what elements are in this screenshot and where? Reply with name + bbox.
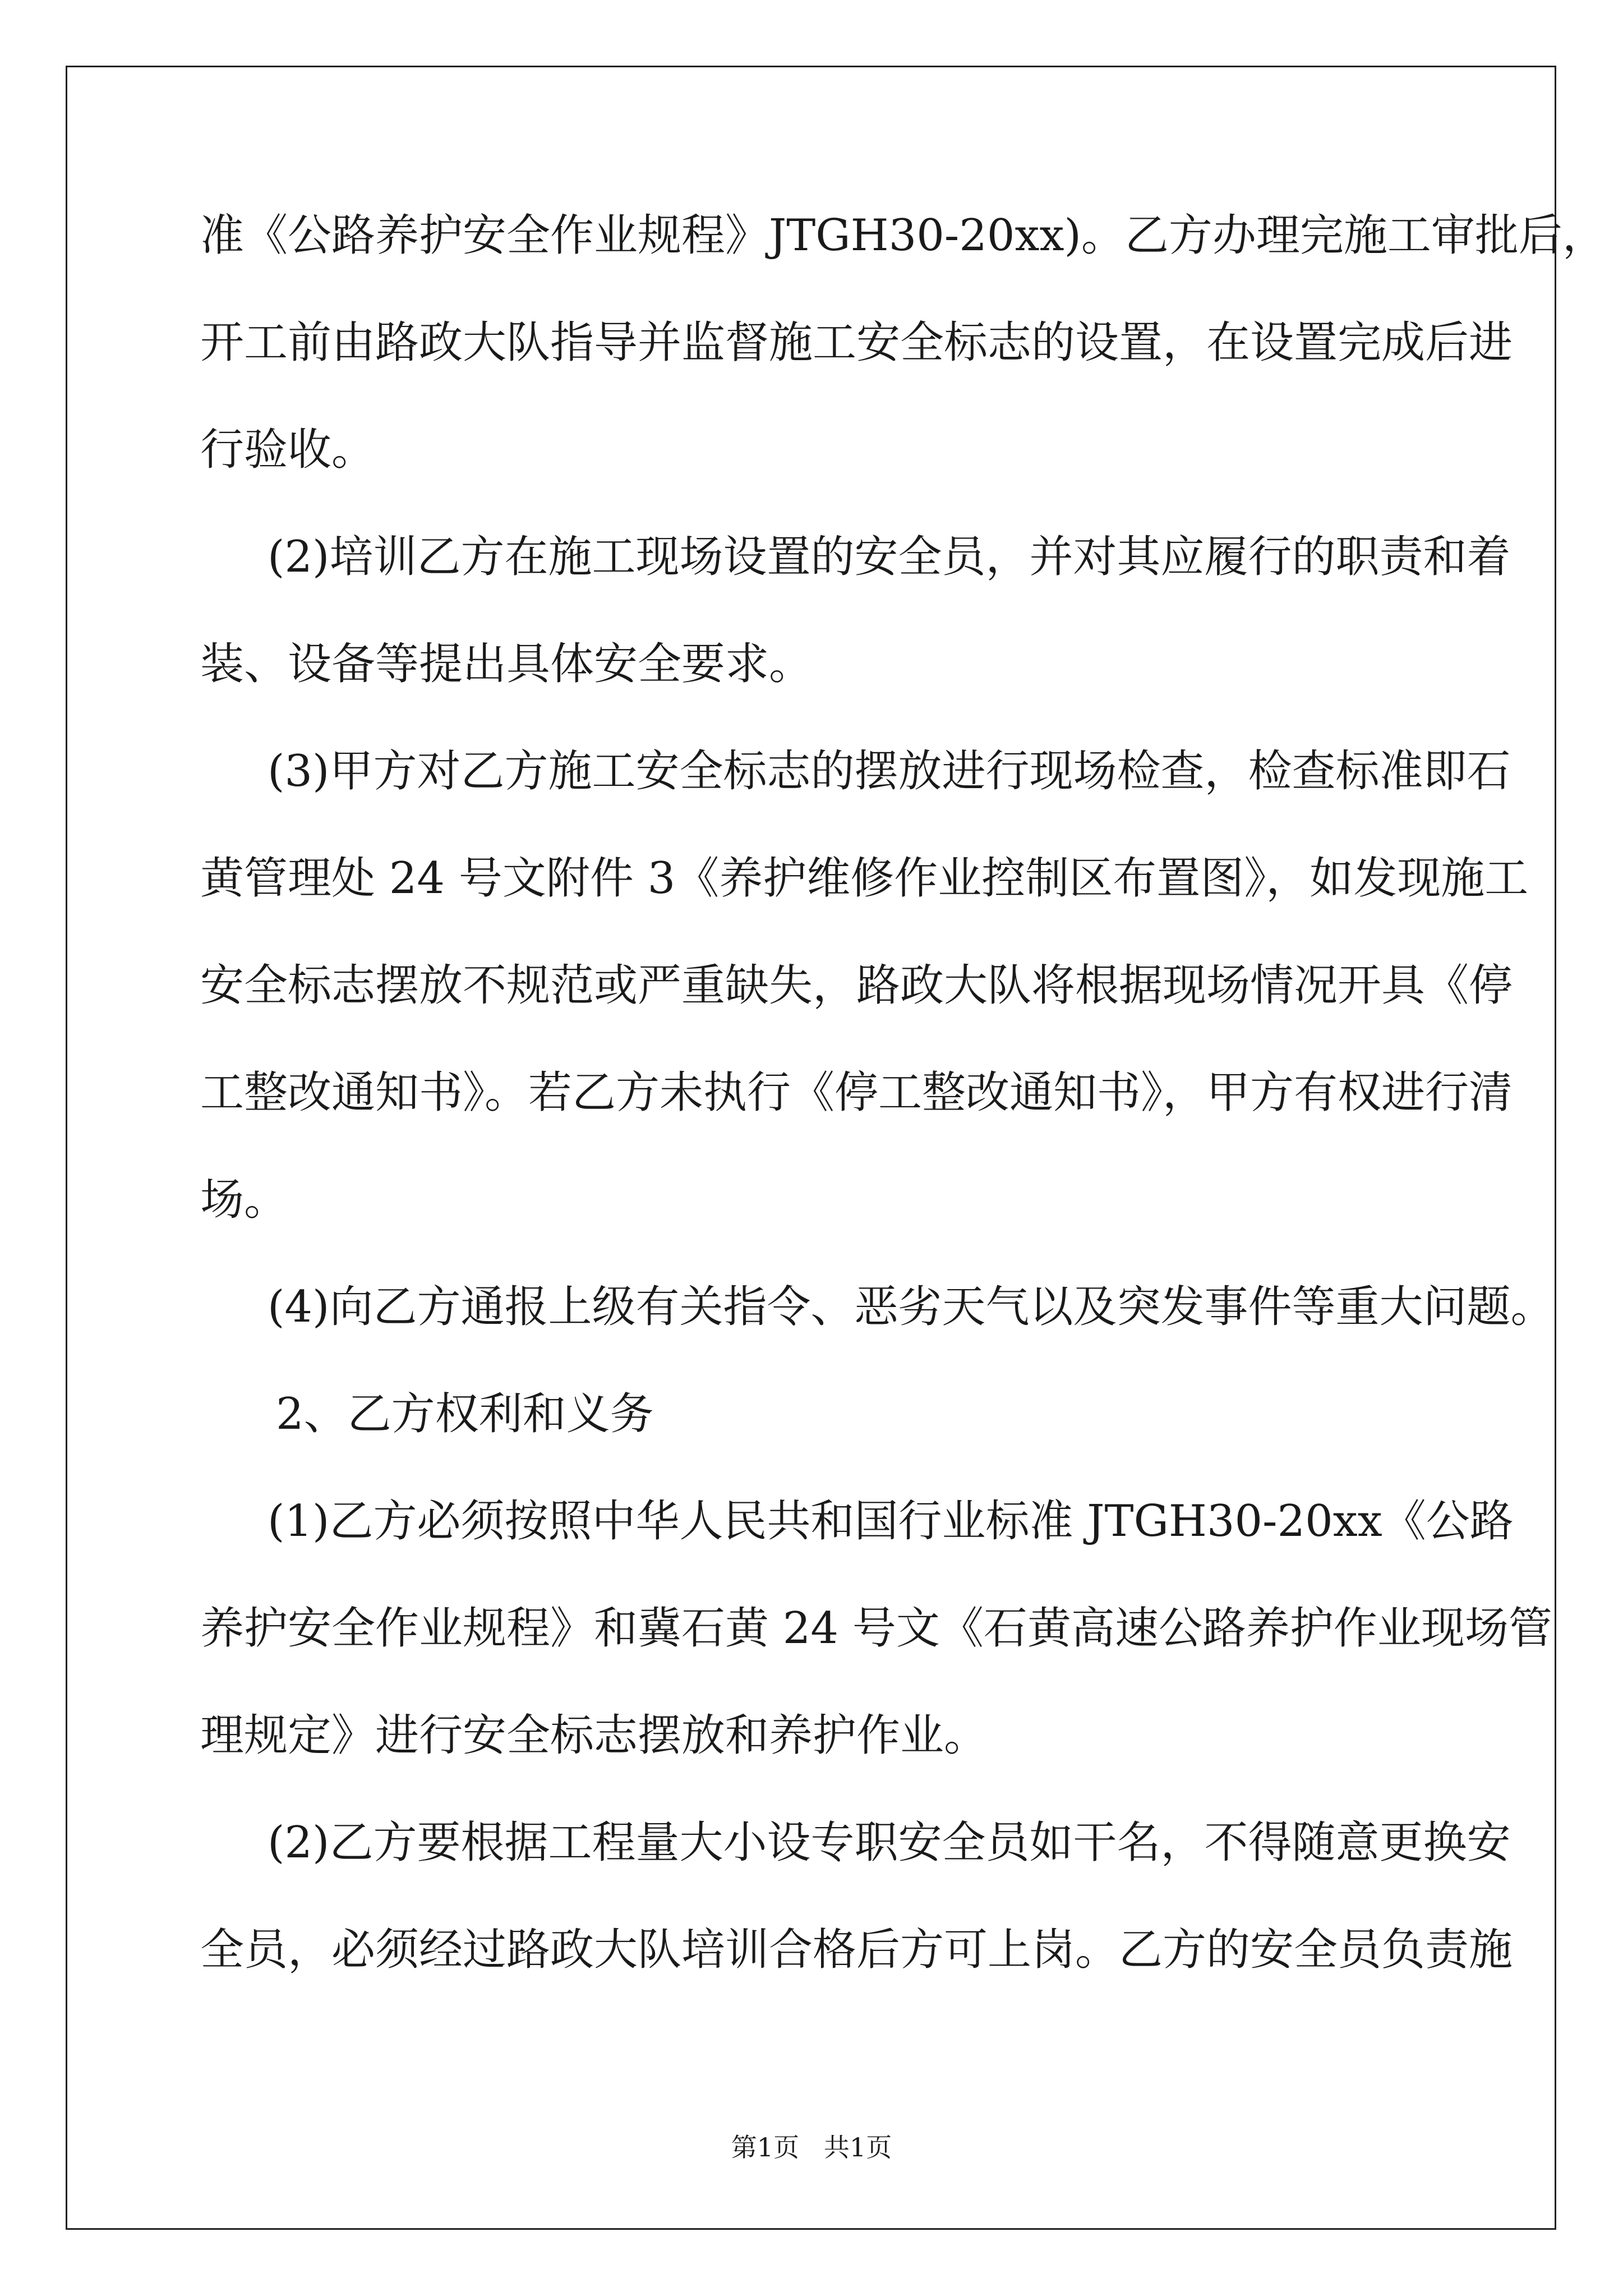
page-footer: 第1页 共1页 [731, 2132, 892, 2162]
text-line: 行验收。 [200, 425, 376, 475]
text-line: (4)向乙方通报上级有关指令、恶劣天气以及突发事件等重大问题。 [268, 1282, 1555, 1332]
text-line: 场。 [200, 1175, 288, 1225]
text-line: 工整改通知书》。若乙方未执行《停工整改通知书》，甲方有权进行清 [200, 1068, 1513, 1118]
text-line: (2)培训乙方在施工现场设置的安全员，并对其应履行的职责和着 [268, 532, 1511, 582]
page-border [66, 66, 1556, 2230]
text-line: 养护安全作业规程》和冀石黄 24 号文《石黄高速公路养护作业现场管 [200, 1603, 1552, 1654]
section-heading: 2、乙方权利和义务 [276, 1389, 654, 1439]
text-line: 装、设备等提出具体安全要求。 [200, 639, 813, 689]
text-line: (1)乙方必须按照中华人民共和国行业标准 JTGH30-20xx《公路 [268, 1496, 1514, 1547]
text-line: 理规定》进行安全标志摆放和养护作业。 [200, 1710, 988, 1761]
text-line: (2)乙方要根据工程量大小设专职安全员如干名，不得随意更换安 [268, 1818, 1511, 1868]
text-line: 安全标志摆放不规范或严重缺失，路政大队将根据现场情况开具《停 [200, 960, 1513, 1011]
text-line: 开工前由路政大队指导并监督施工安全标志的设置，在设置完成后进 [200, 318, 1513, 368]
text-line: 准《公路养护安全作业规程》JTGH30-20xx)。乙方办理完施工审批后， [200, 210, 1606, 261]
text-line: 全员，必须经过路政大队培训合格后方可上岗。乙方的安全员负责施 [200, 1925, 1513, 1975]
text-line: (3)甲方对乙方施工安全标志的摆放进行现场检查，检查标准即石 [268, 746, 1511, 797]
text-line: 黄管理处 24 号文附件 3《养护维修作业控制区布置图》，如发现施工 [200, 853, 1529, 904]
